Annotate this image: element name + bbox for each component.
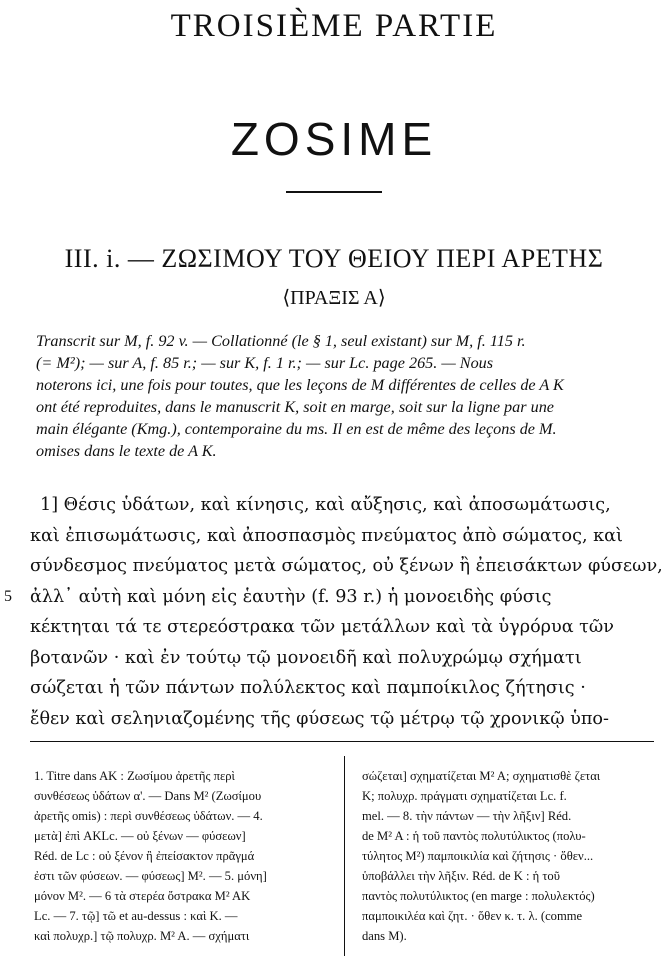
intro-paragraph xyxy=(36,330,652,462)
intro-line: omises dans le texte de A K. xyxy=(36,442,217,460)
greek-text-block xyxy=(4,490,663,734)
intro-line: Transcrit sur M, f. 92 v. — Collationné (le § 1, seul existant) sur M, f. 115 r. xyxy=(36,332,526,350)
footnote-line: συνθέσεως ὑδάτων α'. — Dans M² (Ζωσίμου xyxy=(34,789,262,803)
footnote-line: Lc. — 7. τῷ] τῶ et au-dessus : καὶ K. — xyxy=(34,909,238,923)
greek-line: σώζεται ἡ τῶν πάντων πολύλεκτος καὶ παμποίκιλος ζήτησις · xyxy=(30,678,586,698)
greek-line-text: ἀλλ᾽ αὐτὴ καὶ μόνη εἰς ἑαυτὴν (f. 93 r.) ἡ μονοειδὴς φύσις xyxy=(30,586,552,607)
footnote-line: παμποικιλέα καὶ ζητ. · ὅθεν κ. τ. λ. (comme xyxy=(362,909,583,923)
footnote-line: σώζεται] σχηματίζεται M² A; σχηματισθὲ ζεται xyxy=(362,769,601,783)
footnote-line: ὑποβάλλει τὴν λῆξιν. Réd. de K : ἡ τοῦ xyxy=(362,869,560,883)
greek-line: ἔθεν καὶ σεληνιαζομένης τῆς φύσεως τῷ μέτρῳ τῷ χρονικῷ ὑπο- xyxy=(30,708,609,729)
intro-line: noterons ici, une fois pour toutes, que les leçons de M différentes de celles de A K xyxy=(36,376,564,394)
intro-line: (= M²); — sur A, f. 85 r.; — sur K, f. 1 r.; — sur Lc. page 265. — Nous xyxy=(36,354,494,372)
greek-line: 1] Θέσις ὑδάτων, καὶ κίνησις, καὶ αὔξησις, καὶ ἀποσωμάτωσις, xyxy=(40,495,611,515)
footnotes-right-column xyxy=(362,766,656,946)
footnote-column-divider xyxy=(344,756,345,956)
footnote-line: μετὰ] ἐπὶ AKLc. — οὐ ξένων — φύσεων] xyxy=(34,829,246,843)
greek-line: κέκτηται τά τε στερεόστρακα τῶν μετάλλων καὶ τὰ ὑγρόρυα τῶν xyxy=(30,617,614,637)
footnotes-left-column xyxy=(34,766,326,946)
footnote-line: Réd. de Lc : οὐ ξένον ἢ ἐπείσακτον πρᾶγμά xyxy=(34,849,255,863)
footnote-line: μόνον M². — 6 τὰ στερέα ὄστρακα M² AK xyxy=(34,889,251,903)
footnote-line: mel. — 8. τὴν πάντων — τὴν λῆξιν] Réd. xyxy=(362,809,572,823)
line-number: 5 xyxy=(4,587,12,605)
title-divider xyxy=(286,191,382,193)
intro-line: main élégante (Kmg.), contemporaine du ms. Il en est de même des leçons de M. xyxy=(36,420,557,438)
intro-line: ont été reproduites, dans le manuscrit K, soit en marge, soit sur la ligne par une xyxy=(36,398,554,416)
part-title: TROISIÈME PARTIE xyxy=(170,8,498,44)
footnote-line: παντὸς πολυτύλικτος (en marge : πολυλεκτός) xyxy=(362,889,595,903)
footnote-line: ἀρετῆς omis) : περὶ συνθέσεως ὑδάτων. — 4. xyxy=(34,809,263,823)
greek-line: καὶ ἐπισωμάτωσις, καὶ ἀποσπασμὸς πνεύματος ἀπὸ σώματος, καὶ xyxy=(30,525,623,546)
greek-line-5 xyxy=(4,582,660,613)
footnote-line: καὶ πολυχρ.] τῷ πολυχρ. M² A. — σχήματι xyxy=(34,929,250,943)
section-heading: III. i. — ΖΩΣΙΜΟΥ ΤΟΥ ΘΕΙΟΥ ΠΕΡΙ ΑΡΕΤΗΣ xyxy=(64,244,604,273)
greek-line: βοτανῶν · καὶ ἐν τούτῳ τῷ μονοειδῆ καὶ πολυχρώμῳ σχήματι xyxy=(30,647,582,668)
greek-line: σύνδεσμος πνεύματος μετὰ σώματος, οὐ ξένων ἢ ἐπεισάκτων φύσεων, xyxy=(30,556,663,576)
footnote-line: K; πολυχρ. πράγματι σχηματίζεται Lc. f. xyxy=(362,789,567,803)
footnote-line: de M² A : ἡ τοῦ παντὸς πολυτύλικτος (πολυ- xyxy=(362,829,586,843)
main-title: ZOSIME xyxy=(230,113,438,165)
footnote-line: τύλητος M²) παμποικιλία καὶ ζήτησις · ὅθεν... xyxy=(362,849,594,863)
section-subheading: ⟨ΠΡΑΞΙΣ Α⟩ xyxy=(282,287,386,309)
footnote-line: 1. Titre dans AK : Ζωσίμου ἀρετῆς περὶ xyxy=(34,769,235,783)
footnote-line: ἐστι τῶν φύσεων. — φύσεως] M². — 5. μόνη] xyxy=(34,869,267,883)
footnote-line: dans M). xyxy=(362,929,407,943)
footnote-divider xyxy=(30,741,654,742)
